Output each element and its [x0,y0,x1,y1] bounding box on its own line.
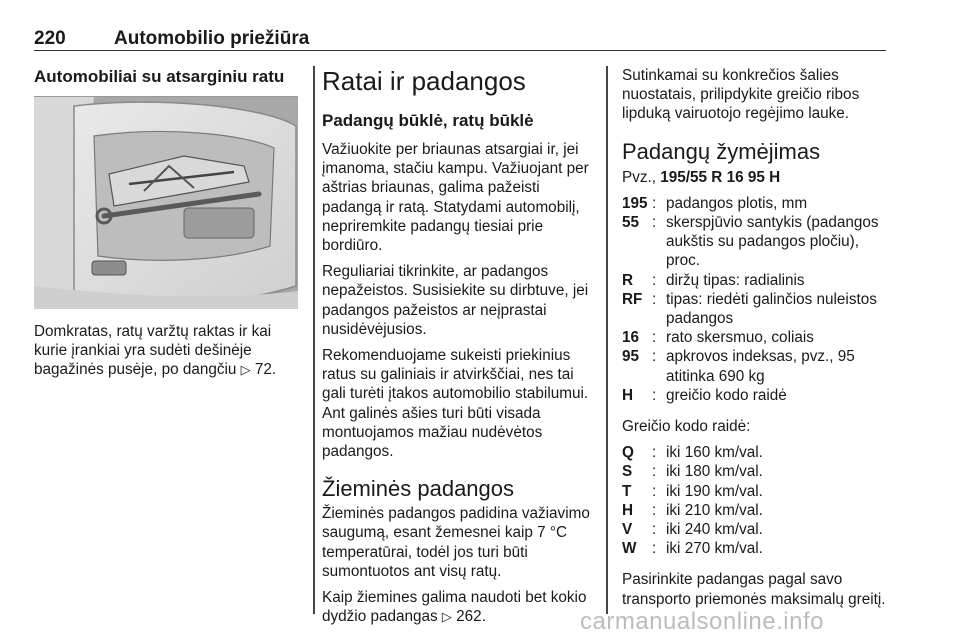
speed-code-row [622,462,763,481]
paragraph-speed-sticker: Sutinkamai su konkrečios šalies nuostatais, prilipdykite greičio ribos lipduką vairuotojo regėjimo lauke. [622,67,860,123]
paragraph-check-tyres: Reguliariai tikrinkite, ar padangos nepažeistos. Susisiekite su dirbtuve, jei padangos pažeistos ar neįprastai nusidėvėjusios. [322,263,589,338]
tyre-code-row-value: skerspjūvio santykis (padangos aukštis su padangos pločiu), proc. [666,214,879,270]
colon-separator: : [652,214,657,232]
watermark: carmanualsonline.info [580,608,824,635]
speed-code-row-value: iki 160 km/val. [666,444,763,462]
tyre-code-row [622,271,892,290]
speed-code-row-value: iki 180 km/val. [666,463,763,481]
tyre-code-row-value: tipas: riedėti galinčios nuleistos padangos [666,290,877,328]
speed-code-row-key: H [622,501,634,519]
tyre-code-row-value: rato skersmuo, coliais [666,329,814,347]
left-caption-block [34,322,296,387]
tyre-code-row-value: apkrovos indeksas, pvz., 95 atitinka 690 kg [666,348,855,385]
speed-code-row [622,482,763,501]
colon-separator: : [652,540,657,558]
column-divider-left [313,66,315,614]
caption-page-ref[interactable]: 72. [254,361,277,379]
right-column [622,66,892,616]
speed-code-row-key: V [622,521,633,539]
section-heading-spare-wheel: Automobiliai su atsarginiu ratu [34,67,285,86]
colon-separator: : [652,271,657,289]
colon-separator: : [652,386,657,404]
paragraph-curbs: Važiuokite per briaunas atsargiai ir, jei įmanoma, stačiu kampu. Važiuojant per aštrias briaunas, galima pažeisti padangą ir ratą. Statydami automobilį, nepriremkite padangų tiesiai prie bordiūro. [322,141,589,255]
page-ref-icon: ▷ [441,609,452,625]
example-code: 195/55 R 16 95 H [660,168,781,186]
tyre-code-row-key: 95 [622,348,640,366]
column-divider-right [606,66,608,614]
tyre-code-row-key: H [622,386,634,404]
page-title: Automobilio priežiūra [114,28,310,49]
tyre-code-row [622,328,892,347]
speed-code-row-value: iki 210 km/val. [666,501,763,519]
winter-page-ref[interactable]: 262. [456,608,486,626]
speed-code-row [622,443,763,462]
tyre-code-row-key: R [622,271,634,289]
tyre-code-row-key: 195 [622,194,648,212]
speed-code-heading: Greičio kodo raidė: [622,418,751,436]
tyre-code-row [622,386,892,405]
tyre-code-row-value: greičio kodo raidė [666,386,787,404]
page-ref-icon: ▷ [240,362,251,378]
speed-code-row-value: iki 270 km/val. [666,540,763,558]
tyre-code-row-key: 55 [622,214,640,232]
paragraph-swap-wheels: Rekomenduojame sukeisti priekinius ratus su galiniais ir atvirkščiai, nes tai gali turėti įtakos automobilio stabilumui. Ant galinės ašies turi būti visada montuojamos mažiau nudėvėtos padangos. [322,347,589,461]
speed-code-row [622,501,763,520]
tyre-code-row-key: 16 [622,329,640,347]
paragraph-winter-sizes [322,588,598,626]
speed-code-row-key: W [622,540,637,558]
winter-sizes-text: Kaip žiemines galima naudoti bet kokio dydžio padangas [322,589,587,626]
speed-code-row-key: Q [622,444,634,462]
colon-separator: : [652,521,657,539]
colon-separator: : [652,348,657,366]
paragraph-winter-safety: Žieminės padangos padidina važiavimo saugumą, esant žemesnei kaip 7 °C temperatūrai, todėl jos turi būti sumontuotos ant visų ratų. [322,505,590,580]
tyre-code-row [622,213,892,271]
tyre-code-row-value: padangos plotis, mm [666,194,808,212]
subsection-tyre-condition: Padangų būklė, ratų būklė [322,111,534,130]
section-title-tyre-designation: Padangų žymėjimas [622,138,821,164]
speed-code-row-value: iki 240 km/val. [666,521,763,539]
tool-location-caption [34,322,296,380]
colon-separator: : [652,482,657,500]
tyre-code-row-value: diržų tipas: radialinis [666,271,805,289]
speed-code-row [622,520,763,539]
tyre-code-row [622,290,892,328]
speed-code-row [622,539,763,558]
speed-code-row-key: S [622,463,633,481]
colon-separator: : [652,501,657,519]
left-column [34,66,302,88]
caption-text: Domkratas, ratų varžtų raktas ir kai kurie įrankiai yra sudėti dešinėje bagažinės pusėje, po dangčiu [34,323,272,379]
colon-separator: : [652,290,657,308]
tyre-code-row [622,347,892,385]
page-header [34,28,886,51]
page-number: 220 [34,28,66,49]
tyre-code-row [622,194,892,213]
colon-separator: : [652,463,657,481]
speed-code-row-value: iki 190 km/val. [666,482,763,500]
speed-code-row-key: T [622,482,632,500]
middle-column [322,66,598,633]
tyre-code-row-key: RF [622,290,643,308]
tyre-example [622,168,892,187]
colon-separator: : [652,194,657,212]
colon-separator: : [652,444,657,462]
trunk-tools-photo [34,96,298,309]
tyre-code-definitions [622,194,892,405]
section-title-wheels-tyres: Ratai ir padangos [322,66,526,96]
speed-code-table [622,443,763,558]
paragraph-choose-tyres: Pasirinkite padangas pagal savo transporto priemonės maksimalų greitį. [622,571,886,608]
section-title-winter-tyres: Žieminės padangos [322,476,515,502]
colon-separator: : [652,329,657,347]
example-prefix: Pvz., [622,168,656,186]
